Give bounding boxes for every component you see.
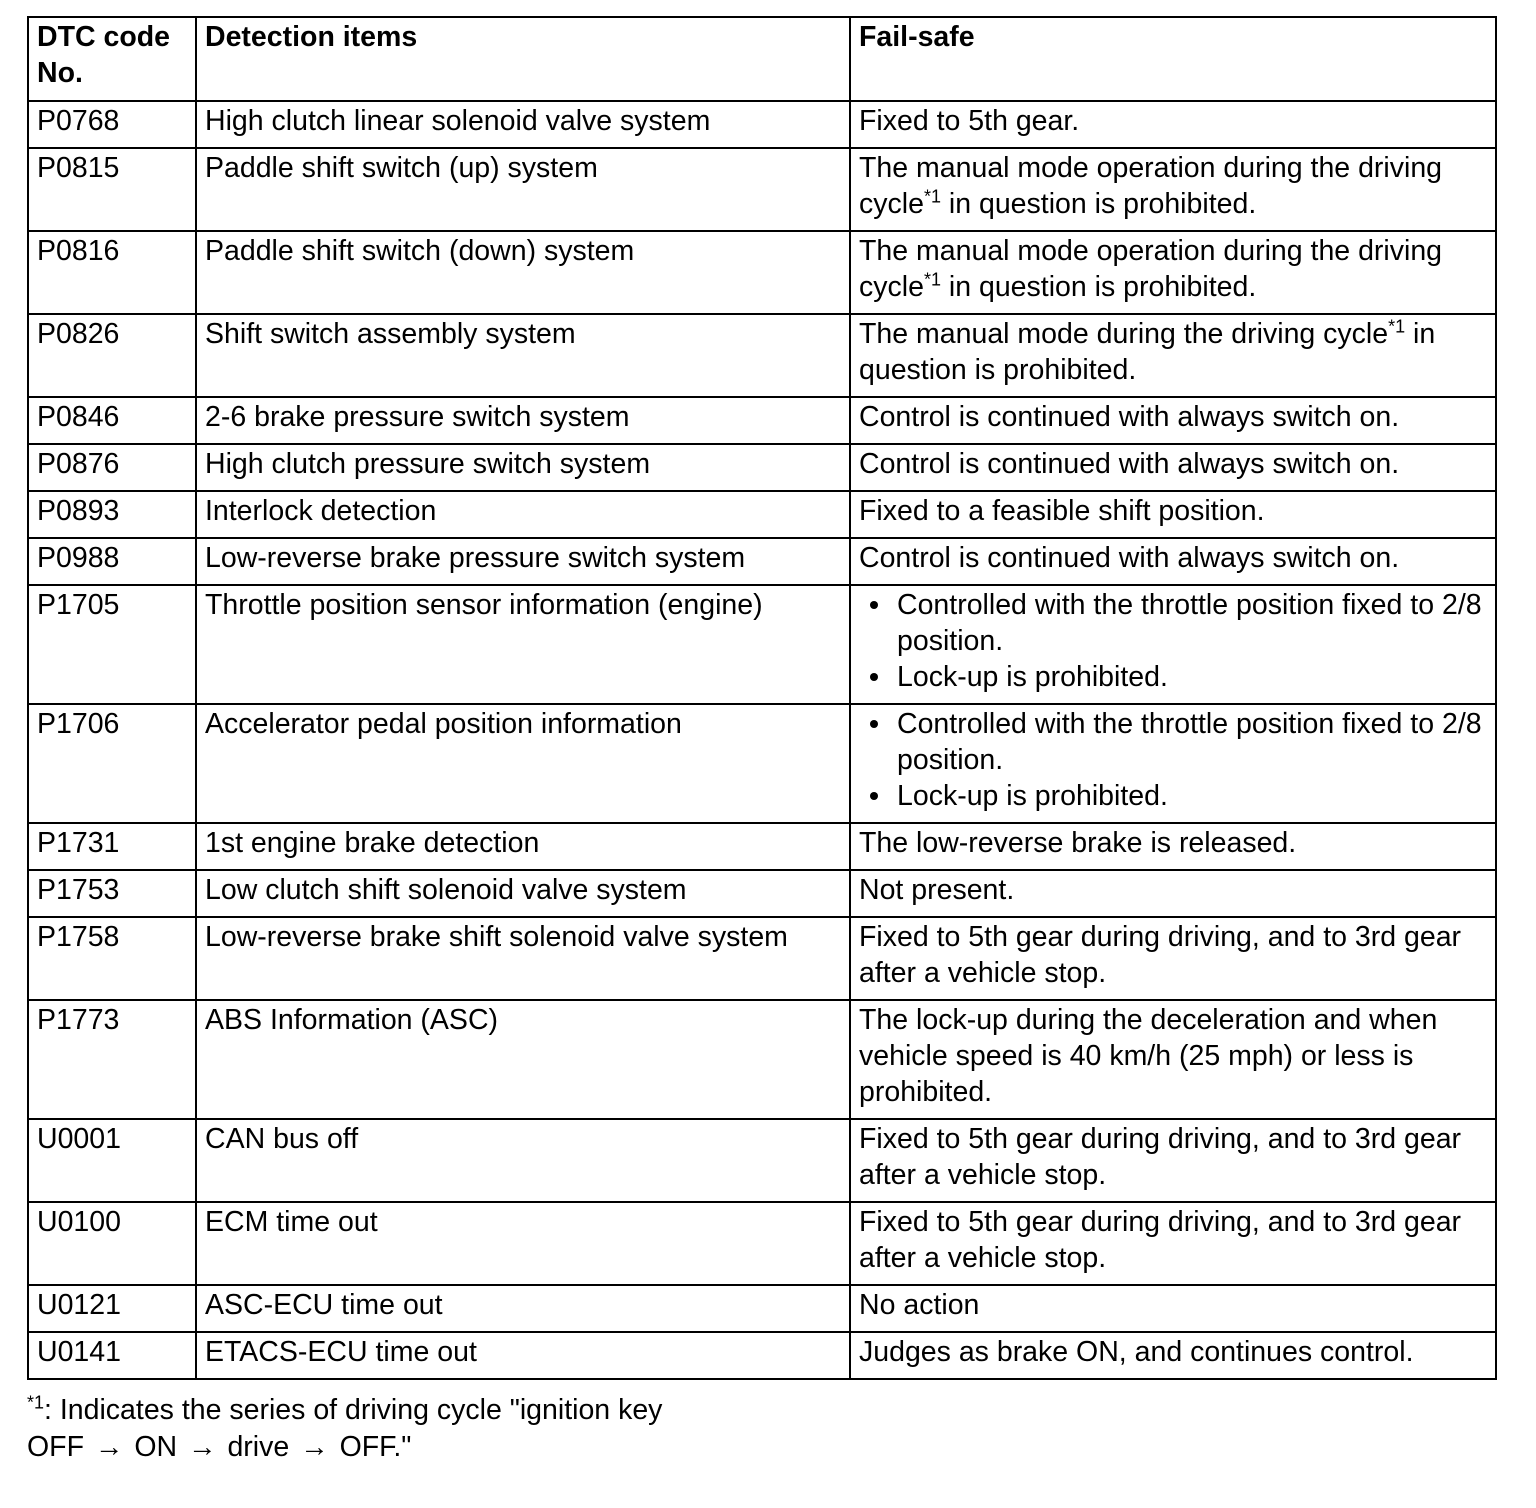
footnote: [27, 1392, 927, 1466]
footnote-seq-0: OFF: [27, 1431, 84, 1463]
fail-safe-cell: Not present.: [850, 870, 1496, 917]
table-header-row: [28, 17, 1496, 101]
bullet-text: Lock-up is prohibited.: [897, 661, 1168, 693]
fail-safe-text: in question is prohibited.: [940, 188, 1257, 220]
fail-safe-text: in question is prohibited.: [940, 271, 1257, 303]
dtc-code-cell: P1758: [28, 917, 196, 1000]
detection-item-cell: Interlock detection: [196, 491, 850, 538]
fail-safe-cell: Fixed to 5th gear during driving, and to 3rd gear after a vehicle stop.: [850, 1202, 1496, 1285]
footnote-seq-3: OFF.": [339, 1431, 412, 1463]
table-row: [28, 148, 1496, 231]
detection-item-cell: ETACS-ECU time out: [196, 1332, 850, 1379]
detection-item-cell: Accelerator pedal position information: [196, 704, 850, 823]
table-row: [28, 231, 1496, 314]
footnote-seq-1: ON: [134, 1431, 178, 1463]
bullet-text: Controlled with the throttle position fixed to 2/8 position.: [897, 589, 1482, 657]
footnote-ref: *1: [923, 186, 941, 207]
dtc-code-cell: P1773: [28, 1000, 196, 1119]
dtc-code-cell: U0100: [28, 1202, 196, 1285]
table-row: [28, 538, 1496, 585]
detection-item-cell: Low-reverse brake pressure switch system: [196, 538, 850, 585]
right-arrow-icon: →: [94, 1431, 124, 1463]
detection-item-cell: Throttle position sensor information (engine): [196, 585, 850, 704]
dtc-code-cell: P0876: [28, 444, 196, 491]
detection-item-cell: High clutch linear solenoid valve system: [196, 101, 850, 148]
fail-safe-text: The manual mode operation during the driving cycle: [859, 152, 1443, 220]
table-row: [28, 1119, 1496, 1202]
fail-safe-cell: [850, 148, 1496, 231]
dtc-code-cell: P0816: [28, 231, 196, 314]
detection-item-cell: 1st engine brake detection: [196, 823, 850, 870]
dtc-code-cell: P0988: [28, 538, 196, 585]
header-dtc-code: DTC code No.: [28, 17, 196, 101]
fail-safe-cell: [850, 314, 1496, 397]
detection-item-cell: Paddle shift switch (up) system: [196, 148, 850, 231]
list-item: [897, 587, 1487, 659]
dtc-code-cell: U0141: [28, 1332, 196, 1379]
footnote-mark: *1: [27, 1392, 45, 1413]
table-row: [28, 491, 1496, 538]
table-row: [28, 823, 1496, 870]
fail-safe-cell: Fixed to 5th gear during driving, and to 3rd gear after a vehicle stop.: [850, 1119, 1496, 1202]
detection-item-cell: Paddle shift switch (down) system: [196, 231, 850, 314]
fail-safe-cell: Control is continued with always switch on.: [850, 538, 1496, 585]
list-item: [897, 659, 1487, 695]
dtc-code-cell: P1753: [28, 870, 196, 917]
fail-safe-text: in question is prohibited.: [859, 318, 1436, 386]
fail-safe-cell: Control is continued with always switch on.: [850, 444, 1496, 491]
bullet-icon: [870, 601, 878, 609]
document: [27, 16, 1495, 1466]
footnote-seq-2: drive: [227, 1431, 290, 1463]
header-fail-safe: Fail-safe: [850, 17, 1496, 101]
fail-safe-text: The manual mode during the driving cycle: [859, 318, 1389, 350]
dtc-code-cell: P1706: [28, 704, 196, 823]
dtc-code-cell: U0001: [28, 1119, 196, 1202]
right-arrow-icon: →: [300, 1431, 329, 1463]
table-row: [28, 101, 1496, 148]
footnote-ref: *1: [923, 269, 941, 290]
fail-safe-bullet-list: [859, 587, 1487, 695]
detection-item-cell: Shift switch assembly system: [196, 314, 850, 397]
bullet-icon: [870, 673, 878, 681]
detection-item-cell: ASC-ECU time out: [196, 1285, 850, 1332]
dtc-failsafe-table: [27, 16, 1497, 1380]
detection-item-cell: CAN bus off: [196, 1119, 850, 1202]
table-row: [28, 1000, 1496, 1119]
fail-safe-cell: The lock-up during the deceleration and when vehicle speed is 40 km/h (25 mph) or less is prohibited.: [850, 1000, 1496, 1119]
table-row: [28, 397, 1496, 444]
fail-safe-cell: No action: [850, 1285, 1496, 1332]
fail-safe-cell: Control is continued with always switch on.: [850, 397, 1496, 444]
fail-safe-cell: [850, 231, 1496, 314]
bullet-icon: [870, 792, 878, 800]
table-row: [28, 1332, 1496, 1379]
table-row: [28, 1285, 1496, 1332]
bullet-text: Lock-up is prohibited.: [897, 780, 1168, 812]
dtc-code-cell: U0121: [28, 1285, 196, 1332]
table-row: [28, 917, 1496, 1000]
table-row: [28, 870, 1496, 917]
table-row: [28, 444, 1496, 491]
detection-item-cell: Low clutch shift solenoid valve system: [196, 870, 850, 917]
header-detection-items: Detection items: [196, 17, 850, 101]
detection-item-cell: High clutch pressure switch system: [196, 444, 850, 491]
detection-item-cell: 2-6 brake pressure switch system: [196, 397, 850, 444]
detection-item-cell: Low-reverse brake shift solenoid valve system: [196, 917, 850, 1000]
dtc-code-cell: P1731: [28, 823, 196, 870]
fail-safe-cell: The low-reverse brake is released.: [850, 823, 1496, 870]
footnote-ref: *1: [1388, 316, 1406, 337]
dtc-code-cell: P1705: [28, 585, 196, 704]
list-item: [897, 706, 1487, 778]
fail-safe-cell: [850, 585, 1496, 704]
fail-safe-cell: Fixed to 5th gear during driving, and to 3rd gear after a vehicle stop.: [850, 917, 1496, 1000]
fail-safe-cell: Fixed to 5th gear.: [850, 101, 1496, 148]
detection-item-cell: ECM time out: [196, 1202, 850, 1285]
bullet-icon: [870, 720, 878, 728]
fail-safe-cell: Fixed to a feasible shift position.: [850, 491, 1496, 538]
table-row: [28, 1202, 1496, 1285]
footnote-text: : Indicates the series of driving cycle "ignition key: [44, 1394, 663, 1426]
fail-safe-cell: [850, 704, 1496, 823]
dtc-code-cell: P0893: [28, 491, 196, 538]
dtc-code-cell: P0846: [28, 397, 196, 444]
fail-safe-cell: Judges as brake ON, and continues control.: [850, 1332, 1496, 1379]
dtc-code-cell: P0768: [28, 101, 196, 148]
table-row: [28, 704, 1496, 823]
dtc-code-cell: P0815: [28, 148, 196, 231]
table-body: [28, 101, 1496, 1379]
fail-safe-bullet-list: [859, 706, 1487, 814]
detection-item-cell: ABS Information (ASC): [196, 1000, 850, 1119]
right-arrow-icon: →: [188, 1431, 217, 1463]
table-row: [28, 585, 1496, 704]
table-row: [28, 314, 1496, 397]
list-item: [897, 778, 1487, 814]
fail-safe-text: The manual mode operation during the driving cycle: [859, 235, 1443, 303]
dtc-code-cell: P0826: [28, 314, 196, 397]
bullet-text: Controlled with the throttle position fixed to 2/8 position.: [897, 708, 1482, 776]
